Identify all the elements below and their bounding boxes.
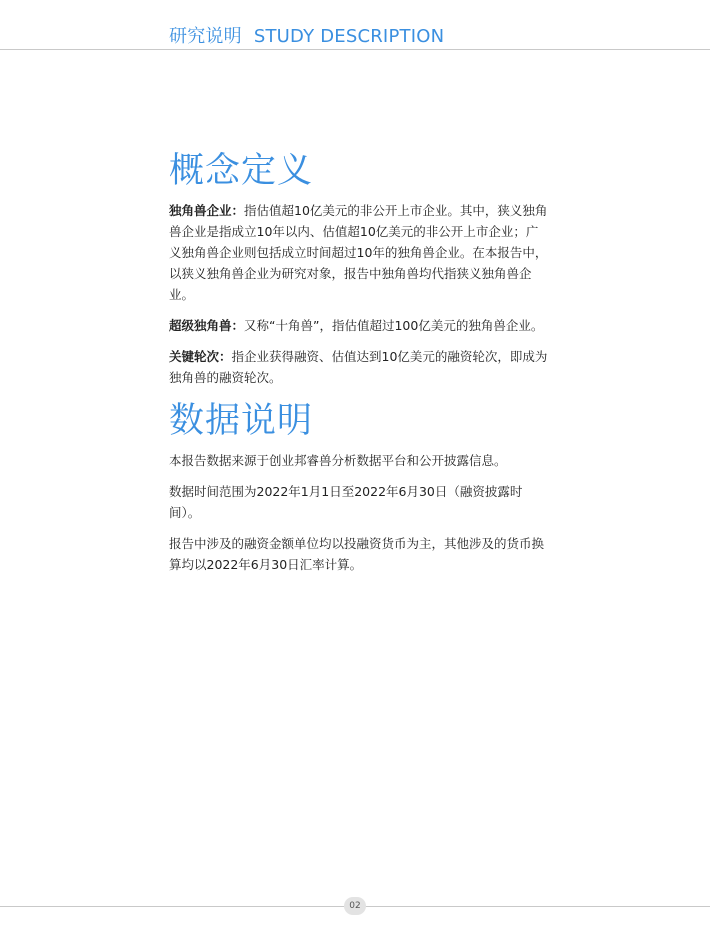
definition-term: 超级独角兽： [169, 318, 245, 333]
definition-term: 关键轮次： [169, 349, 232, 364]
concepts-heading: 概念定义 [169, 151, 314, 191]
concepts-section [169, 150, 549, 398]
definition-key-round [169, 346, 549, 388]
data-source-paragraph: 本报告数据来源于创业邦睿兽分析数据平台和公开披露信息。 [169, 453, 507, 468]
page-number-badge: 02 [344, 897, 366, 915]
header-title [169, 22, 444, 48]
data-notes-heading: 数据说明 [169, 401, 314, 441]
definition-text: 又称“十角兽”，指估值超过100亿美元的独角兽企业。 [244, 318, 544, 333]
definition-super-unicorn [169, 315, 549, 336]
currency-paragraph: 报告中涉及的融资金额单位均以投融资货币为主，其他涉及的货币换算均以2022年6月30日汇率计算。 [169, 536, 545, 572]
data-period-paragraph: 数据时间范围为2022年1月1日至2022年6月30日（融资披露时间）。 [169, 484, 523, 520]
header-title-cn: 研究说明 [169, 26, 242, 47]
data-notes-section [169, 400, 549, 585]
definition-term: 独角兽企业： [169, 203, 245, 218]
header-title-en: STUDY DESCRIPTION [253, 26, 445, 47]
definition-unicorn [169, 200, 549, 305]
definition-text: 指企业获得融资、估值达到10亿美元的融资轮次，即成为独角兽的融资轮次。 [169, 349, 548, 385]
header-divider [0, 49, 710, 50]
page-header [0, 0, 710, 50]
definition-text: 指估值超10亿美元的非公开上市企业。其中，狭义独角兽企业是指成立10年以内、估值超10亿美元的非公开上市企业；广义独角兽企业则包括成立时间超过10年的独角兽企业。在本报告中，以狭义独角兽企业为研究对象，报告中独角兽均代指狭义独角兽企业。 [169, 203, 548, 302]
